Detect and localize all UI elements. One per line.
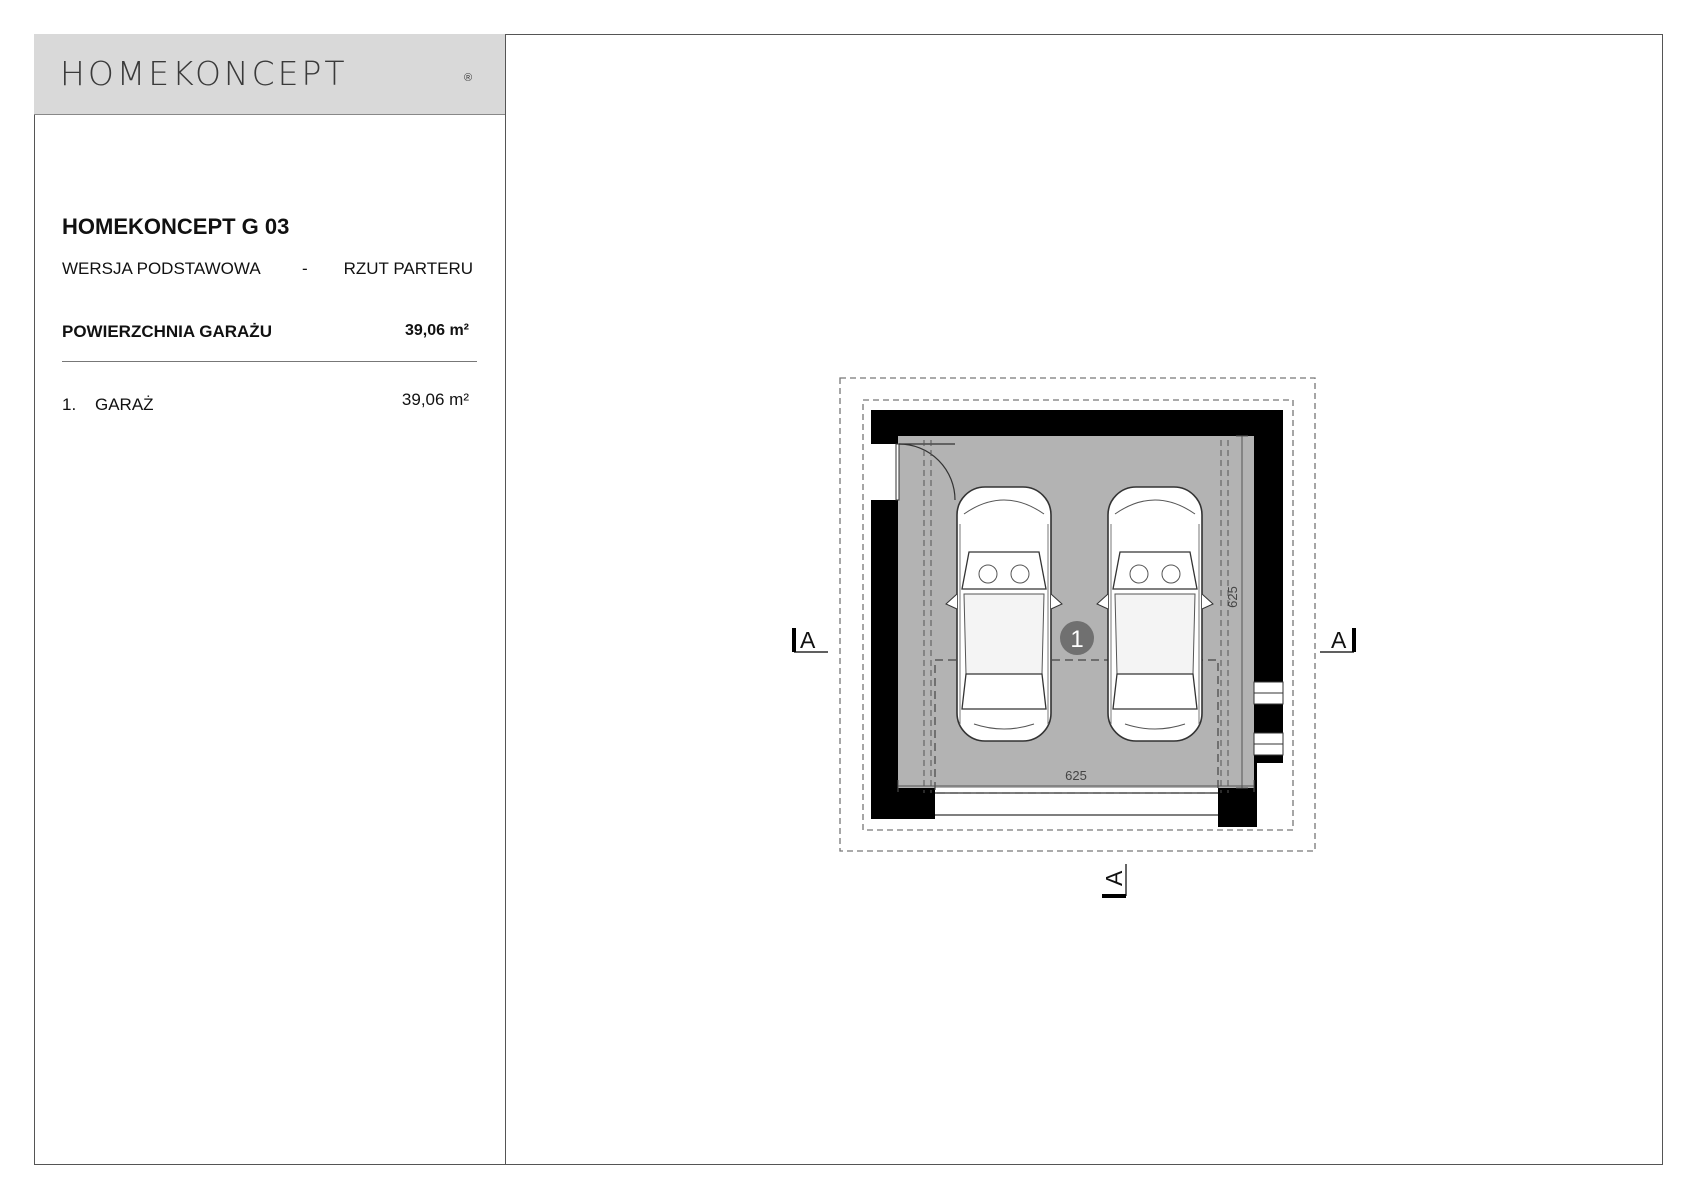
project-title: HOMEKONCEPT G 03 — [62, 214, 290, 239]
registered-mark: ® — [464, 72, 473, 84]
room-area: 39,06 m² — [401, 390, 469, 409]
total-area-value: 39,06 m² — [404, 322, 469, 339]
section-marker-bottom-label: A — [1101, 870, 1127, 886]
car-icon — [1097, 487, 1213, 741]
room-number: 1. — [62, 395, 77, 414]
car-icon — [946, 487, 1062, 741]
section-marker-left-label: A — [800, 627, 816, 653]
dimension-horizontal-label: 625 — [1065, 768, 1087, 783]
brand-logo: HOMEKONCEPT — [60, 54, 348, 93]
section-marker-right-label: A — [1331, 627, 1347, 653]
room-marker-label: 1 — [1070, 626, 1084, 653]
room-name: GARAŻ — [95, 395, 154, 414]
total-area-label: POWIERZCHNIA GARAŻU — [62, 322, 272, 341]
view-label: RZUT PARTERU — [343, 259, 473, 278]
separator: - — [302, 259, 308, 278]
dimension-vertical-label: 625 — [1225, 586, 1240, 608]
version-label: WERSJA PODSTAWOWA — [62, 259, 261, 278]
